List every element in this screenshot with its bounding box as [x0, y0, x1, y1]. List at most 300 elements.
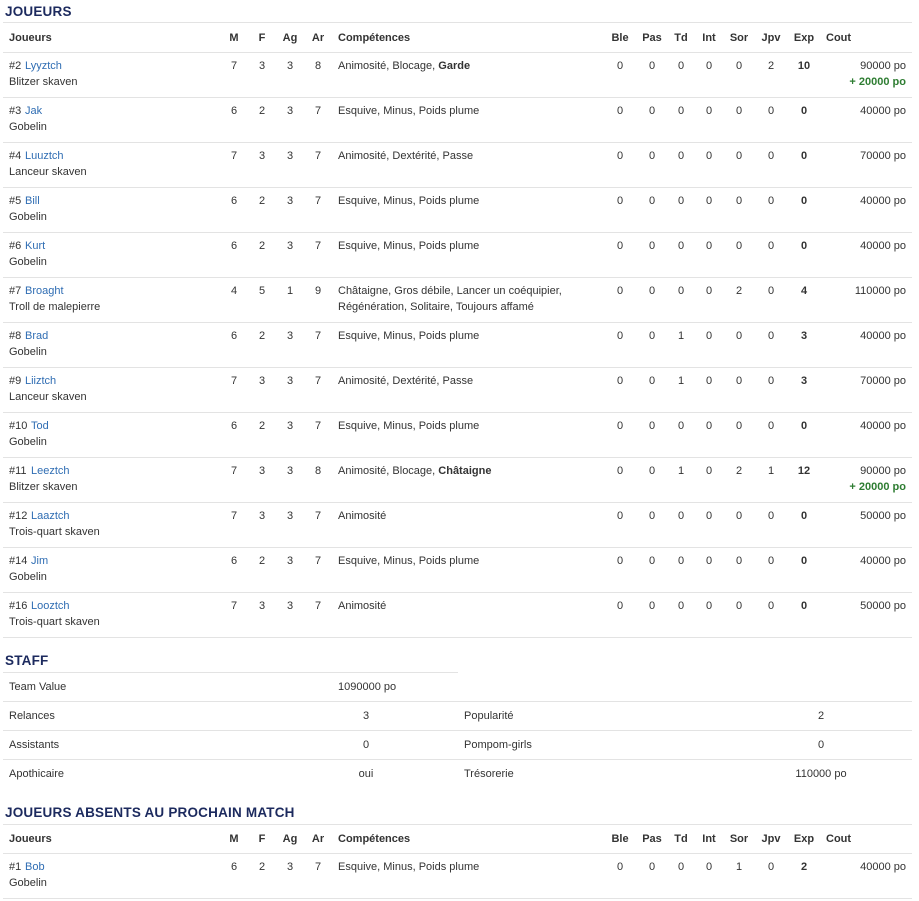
stat-ar: 8 — [314, 60, 322, 72]
skills-text: Châtaigne, Gros débile, Lancer un coéquipier, — [338, 285, 562, 297]
stat-exp: 0 — [800, 420, 808, 432]
stat-ble: 0 — [616, 240, 624, 252]
stat-jpv: 0 — [767, 555, 775, 567]
player-position: Trois-quart skaven — [9, 616, 100, 628]
stat-ar: 7 — [314, 861, 322, 873]
player-number: #10 — [9, 420, 28, 432]
row-divider — [3, 22, 912, 23]
stat-jpv: 0 — [767, 330, 775, 342]
skills-highlight: Garde — [438, 60, 471, 72]
stat-int: 0 — [705, 105, 713, 117]
player-position: Lanceur skaven — [9, 391, 87, 403]
stat-int: 0 — [705, 375, 713, 387]
stat-sor: 0 — [735, 510, 743, 522]
player-name-link[interactable]: Bill — [25, 195, 40, 207]
player-number: #2 — [9, 60, 22, 72]
stat-exp: 0 — [800, 240, 808, 252]
team-value: 1090000 po — [338, 681, 397, 693]
stat-int: 0 — [705, 861, 713, 873]
column-header-int: Int — [702, 32, 716, 44]
player-cost: 50000 po — [860, 510, 906, 522]
stat-int: 0 — [705, 195, 713, 207]
stat-td: 0 — [677, 105, 685, 117]
stat-ag: 3 — [286, 420, 294, 432]
staff-value: 110000 po — [795, 768, 847, 780]
stat-int: 0 — [705, 150, 713, 162]
staff-label: Assistants — [9, 739, 60, 751]
table-row — [0, 592, 919, 637]
column-header-jpv: Jpv — [761, 833, 781, 845]
stat-int: 0 — [705, 510, 713, 522]
skills-text: Animosité — [338, 510, 387, 522]
stat-pas: 0 — [648, 195, 656, 207]
stat-int: 0 — [705, 60, 713, 72]
stat-sor: 0 — [735, 600, 743, 612]
stat-sor: 1 — [735, 861, 743, 873]
skills-text: Esquive, Minus, Poids plume — [338, 555, 480, 567]
player-cost: 70000 po — [860, 375, 906, 387]
stat-td: 0 — [677, 195, 685, 207]
stat-jpv: 2 — [767, 60, 775, 72]
stat-f: 3 — [258, 375, 266, 387]
stat-pas: 0 — [648, 420, 656, 432]
stat-ar: 9 — [314, 285, 322, 297]
stat-ag: 3 — [286, 330, 294, 342]
column-header-player: Joueurs — [9, 833, 52, 845]
stat-ag: 3 — [286, 555, 294, 567]
player-cost: 40000 po — [860, 105, 906, 117]
stat-exp: 3 — [800, 375, 808, 387]
player-name-link[interactable]: Brad — [25, 330, 49, 342]
stat-m: 6 — [230, 240, 238, 252]
player-cost: 40000 po — [860, 861, 906, 873]
skills-text: Esquive, Minus, Poids plume — [338, 240, 480, 252]
column-header-exp: Exp — [793, 32, 815, 44]
player-name-link[interactable]: Kurt — [25, 240, 46, 252]
stat-pas: 0 — [648, 105, 656, 117]
stat-sor: 0 — [735, 105, 743, 117]
stat-exp: 0 — [800, 150, 808, 162]
player-skills — [338, 330, 479, 342]
row-divider — [3, 701, 912, 702]
stat-ar: 7 — [314, 375, 322, 387]
player-position: Trois-quart skaven — [9, 526, 100, 538]
player-cost: 90000 po — [860, 60, 906, 72]
stat-sor: 0 — [735, 330, 743, 342]
stat-ble: 0 — [616, 600, 624, 612]
skills-text: Animosité, Dextérité, Passe — [338, 150, 474, 162]
stat-ag: 3 — [286, 195, 294, 207]
player-number: #14 — [9, 555, 28, 567]
stat-jpv: 0 — [767, 285, 775, 297]
stat-int: 0 — [705, 420, 713, 432]
column-header-skills: Compétences — [338, 833, 411, 845]
stat-ag: 3 — [286, 240, 294, 252]
player-skills — [338, 600, 386, 612]
stat-m: 6 — [230, 330, 238, 342]
player-skills — [338, 195, 479, 207]
skills-text: Esquive, Minus, Poids plume — [338, 105, 480, 117]
stat-ble: 0 — [616, 465, 624, 477]
stat-pas: 0 — [648, 330, 656, 342]
row-divider — [3, 759, 912, 760]
stat-jpv: 0 — [767, 240, 775, 252]
stat-sor: 0 — [735, 150, 743, 162]
stat-td: 0 — [677, 600, 685, 612]
stat-f: 2 — [258, 105, 266, 117]
table-row — [0, 187, 919, 232]
table-row — [0, 232, 919, 277]
stat-ar: 7 — [314, 330, 322, 342]
staff-value: oui — [358, 768, 374, 780]
skills-text: Esquive, Minus, Poids plume — [338, 420, 480, 432]
player-cost: 40000 po — [860, 330, 906, 342]
stat-m: 6 — [230, 555, 238, 567]
stat-ble: 0 — [616, 285, 624, 297]
stat-f: 3 — [258, 150, 266, 162]
stat-ag: 3 — [286, 105, 294, 117]
stat-ble: 0 — [616, 510, 624, 522]
player-cost: 70000 po — [860, 150, 906, 162]
stat-exp: 0 — [800, 555, 808, 567]
column-header-td: Td — [674, 32, 688, 44]
table-row — [0, 457, 919, 502]
stat-ag: 1 — [286, 285, 294, 297]
player-cost: 40000 po — [860, 555, 906, 567]
row-divider — [3, 672, 458, 673]
stat-sor: 0 — [735, 555, 743, 567]
stat-ble: 0 — [616, 195, 624, 207]
player-skills — [338, 150, 473, 162]
stat-ar: 7 — [314, 420, 322, 432]
stat-m: 4 — [230, 285, 238, 297]
player-skills — [338, 60, 470, 72]
player-name-link[interactable]: Laaztch — [31, 510, 70, 522]
player-position: Lanceur skaven — [9, 166, 87, 178]
player-position: Gobelin — [9, 571, 47, 583]
stat-ar: 7 — [314, 105, 322, 117]
player-skills — [338, 861, 479, 873]
stat-sor: 0 — [735, 195, 743, 207]
table-row — [0, 853, 919, 898]
stat-ble: 0 — [616, 420, 624, 432]
stat-exp: 10 — [797, 60, 811, 72]
stat-f: 3 — [258, 510, 266, 522]
stat-pas: 0 — [648, 861, 656, 873]
stat-int: 0 — [705, 600, 713, 612]
stat-ar: 7 — [314, 195, 322, 207]
player-position: Gobelin — [9, 256, 47, 268]
column-header-cout: Cout — [826, 32, 852, 44]
skills-text: Animosité, Dextérité, Passe — [338, 375, 474, 387]
stat-exp: 0 — [800, 510, 808, 522]
stat-td: 1 — [677, 375, 685, 387]
player-name-link[interactable]: Luuztch — [25, 150, 64, 162]
stat-m: 7 — [230, 375, 238, 387]
section-title-absents: JOUEURS ABSENTS AU PROCHAIN MATCH — [5, 805, 295, 820]
team-value-label: Team Value — [9, 681, 67, 693]
player-skills — [338, 555, 479, 567]
stat-td: 0 — [677, 861, 685, 873]
player-name-link[interactable]: Looztch — [31, 600, 70, 612]
stat-exp: 0 — [800, 105, 808, 117]
row-divider — [3, 637, 912, 638]
stat-ble: 0 — [616, 375, 624, 387]
player-number: #16 — [9, 600, 28, 612]
player-number: #12 — [9, 510, 28, 522]
stat-pas: 0 — [648, 465, 656, 477]
stat-ag: 3 — [286, 465, 294, 477]
player-skills — [338, 375, 473, 387]
column-header-m: M — [229, 833, 239, 845]
stat-ag: 3 — [286, 60, 294, 72]
staff-label: Pompom-girls — [464, 739, 532, 751]
skills-highlight: Châtaigne — [438, 465, 492, 477]
player-number: #1 — [9, 861, 22, 873]
column-header-ag: Ag — [282, 32, 298, 44]
staff-value: 2 — [817, 710, 825, 722]
staff-label: Relances — [9, 710, 55, 722]
stat-f: 2 — [258, 861, 266, 873]
stat-td: 0 — [677, 420, 685, 432]
column-header-skills: Compétences — [338, 32, 411, 44]
player-cost: 40000 po — [860, 195, 906, 207]
stat-jpv: 1 — [767, 465, 775, 477]
stat-f: 2 — [258, 555, 266, 567]
stat-pas: 0 — [648, 60, 656, 72]
stat-int: 0 — [705, 285, 713, 297]
column-header-ar: Ar — [311, 32, 325, 44]
table-row — [0, 52, 919, 97]
stat-exp: 12 — [797, 465, 811, 477]
player-position: Blitzer skaven — [9, 76, 78, 88]
stat-ble: 0 — [616, 330, 624, 342]
column-header-ag: Ag — [282, 833, 298, 845]
stat-ble: 0 — [616, 105, 624, 117]
row-divider — [3, 898, 912, 899]
stat-f: 3 — [258, 60, 266, 72]
stat-jpv: 0 — [767, 600, 775, 612]
stat-f: 3 — [258, 600, 266, 612]
player-number: #6 — [9, 240, 22, 252]
stat-ar: 8 — [314, 465, 322, 477]
skills-text: Esquive, Minus, Poids plume — [338, 861, 480, 873]
stat-td: 0 — [677, 60, 685, 72]
stat-sor: 0 — [735, 375, 743, 387]
stat-pas: 0 — [648, 285, 656, 297]
player-number: #11 — [9, 465, 27, 477]
player-name-link[interactable]: Broaght — [25, 285, 64, 297]
player-skills — [338, 240, 479, 252]
section-title-joueurs: JOUEURS — [5, 4, 72, 19]
player-name-link[interactable]: Lyyztch — [25, 60, 62, 72]
skills-text: Animosité, Blocage, — [338, 60, 439, 72]
row-divider — [3, 730, 912, 731]
stat-sor: 0 — [735, 420, 743, 432]
table-row — [0, 97, 919, 142]
table-row — [0, 502, 919, 547]
stat-ag: 3 — [286, 375, 294, 387]
skills-text: Animosité, Blocage, — [338, 465, 439, 477]
stat-jpv: 0 — [767, 150, 775, 162]
stat-sor: 2 — [735, 285, 743, 297]
stat-f: 2 — [258, 420, 266, 432]
player-skills — [338, 465, 491, 477]
staff-value: 3 — [362, 710, 370, 722]
staff-label: Popularité — [464, 710, 514, 722]
stat-m: 7 — [230, 60, 238, 72]
column-header-td: Td — [674, 833, 688, 845]
stat-ag: 3 — [286, 861, 294, 873]
stat-exp: 2 — [800, 861, 808, 873]
player-number: #3 — [9, 105, 22, 117]
table-row — [0, 547, 919, 592]
column-header-exp: Exp — [793, 833, 815, 845]
stat-ar: 7 — [314, 600, 322, 612]
stat-f: 5 — [258, 285, 266, 297]
player-position: Gobelin — [9, 211, 47, 223]
staff-value: 0 — [817, 739, 825, 751]
player-number: #9 — [9, 375, 22, 387]
player-cost: 40000 po — [860, 240, 906, 252]
stat-exp: 0 — [800, 600, 808, 612]
player-cost: 50000 po — [860, 600, 906, 612]
stat-jpv: 0 — [767, 420, 775, 432]
staff-label: Trésorerie — [464, 768, 514, 780]
column-header-ar: Ar — [311, 833, 325, 845]
stat-jpv: 0 — [767, 105, 775, 117]
staff-label: Apothicaire — [9, 768, 65, 780]
column-header-pas: Pas — [642, 32, 662, 44]
stat-pas: 0 — [648, 600, 656, 612]
stat-f: 2 — [258, 330, 266, 342]
player-number: #4 — [9, 150, 22, 162]
table-row — [0, 322, 919, 367]
stat-int: 0 — [705, 330, 713, 342]
stat-ag: 3 — [286, 510, 294, 522]
stat-ble: 0 — [616, 150, 624, 162]
stat-f: 2 — [258, 195, 266, 207]
stat-sor: 0 — [735, 240, 743, 252]
stat-pas: 0 — [648, 555, 656, 567]
stat-f: 3 — [258, 465, 266, 477]
player-cost: 90000 po — [860, 465, 906, 477]
player-number: #8 — [9, 330, 22, 342]
column-header-player: Joueurs — [9, 32, 52, 44]
player-cost-bonus: + 20000 po — [849, 76, 906, 88]
stat-jpv: 0 — [767, 375, 775, 387]
column-header-f: F — [258, 32, 266, 44]
stat-int: 0 — [705, 555, 713, 567]
stat-td: 1 — [677, 465, 685, 477]
column-header-pas: Pas — [642, 833, 662, 845]
player-skills — [338, 510, 386, 522]
stat-jpv: 0 — [767, 861, 775, 873]
player-number: #5 — [9, 195, 22, 207]
player-name-link[interactable]: Liiztch — [25, 375, 57, 387]
stat-ble: 0 — [616, 60, 624, 72]
stat-ar: 7 — [314, 510, 322, 522]
stat-m: 7 — [230, 150, 238, 162]
stat-ag: 3 — [286, 600, 294, 612]
stat-int: 0 — [705, 240, 713, 252]
table-row — [0, 142, 919, 187]
player-name-link[interactable]: Leeztch — [31, 465, 70, 477]
stat-pas: 0 — [648, 510, 656, 522]
column-header-sor: Sor — [729, 833, 749, 845]
stat-pas: 0 — [648, 150, 656, 162]
player-skills — [338, 285, 562, 297]
stat-td: 0 — [677, 285, 685, 297]
stat-f: 2 — [258, 240, 266, 252]
stat-ble: 0 — [616, 861, 624, 873]
player-position: Blitzer skaven — [9, 481, 78, 493]
player-name-link[interactable]: Bob — [25, 861, 45, 873]
column-header-cout: Cout — [826, 833, 852, 845]
stat-td: 0 — [677, 510, 685, 522]
stat-jpv: 0 — [767, 510, 775, 522]
skills-text: Animosité — [338, 600, 387, 612]
table-row — [0, 367, 919, 412]
player-name-link[interactable]: Jim — [31, 555, 49, 567]
player-position: Gobelin — [9, 877, 47, 889]
skills-text: Esquive, Minus, Poids plume — [338, 195, 480, 207]
stat-pas: 0 — [648, 240, 656, 252]
stat-m: 7 — [230, 600, 238, 612]
stat-m: 6 — [230, 420, 238, 432]
table-row — [0, 277, 919, 322]
stat-m: 6 — [230, 105, 238, 117]
section-title-staff: STAFF — [5, 653, 49, 668]
column-header-ble: Ble — [611, 32, 629, 44]
column-header-jpv: Jpv — [761, 32, 781, 44]
player-skills — [338, 105, 479, 117]
column-header-m: M — [229, 32, 239, 44]
player-name-link[interactable]: Jak — [25, 105, 43, 117]
staff-value: 0 — [362, 739, 370, 751]
stat-exp: 0 — [800, 195, 808, 207]
player-cost: 40000 po — [860, 420, 906, 432]
column-header-sor: Sor — [729, 32, 749, 44]
stat-td: 1 — [677, 330, 685, 342]
player-skills — [338, 420, 479, 432]
stat-ar: 7 — [314, 240, 322, 252]
stat-jpv: 0 — [767, 195, 775, 207]
stat-ble: 0 — [616, 555, 624, 567]
stat-ag: 3 — [286, 150, 294, 162]
stat-exp: 3 — [800, 330, 808, 342]
stat-m: 6 — [230, 195, 238, 207]
stat-td: 0 — [677, 555, 685, 567]
stat-ar: 7 — [314, 555, 322, 567]
player-cost-bonus: + 20000 po — [849, 481, 906, 493]
stat-int: 0 — [705, 465, 713, 477]
stat-m: 7 — [230, 465, 238, 477]
stat-td: 0 — [677, 150, 685, 162]
player-number: #7 — [9, 285, 22, 297]
skills-text: Esquive, Minus, Poids plume — [338, 330, 480, 342]
stat-m: 6 — [230, 861, 238, 873]
stat-exp: 4 — [800, 285, 808, 297]
stat-sor: 2 — [735, 465, 743, 477]
row-divider — [3, 824, 912, 825]
player-position: Troll de malepierre — [9, 301, 101, 313]
column-header-ble: Ble — [611, 833, 629, 845]
player-name-link[interactable]: Tod — [31, 420, 49, 432]
player-position: Gobelin — [9, 346, 47, 358]
stat-pas: 0 — [648, 375, 656, 387]
stat-ar: 7 — [314, 150, 322, 162]
